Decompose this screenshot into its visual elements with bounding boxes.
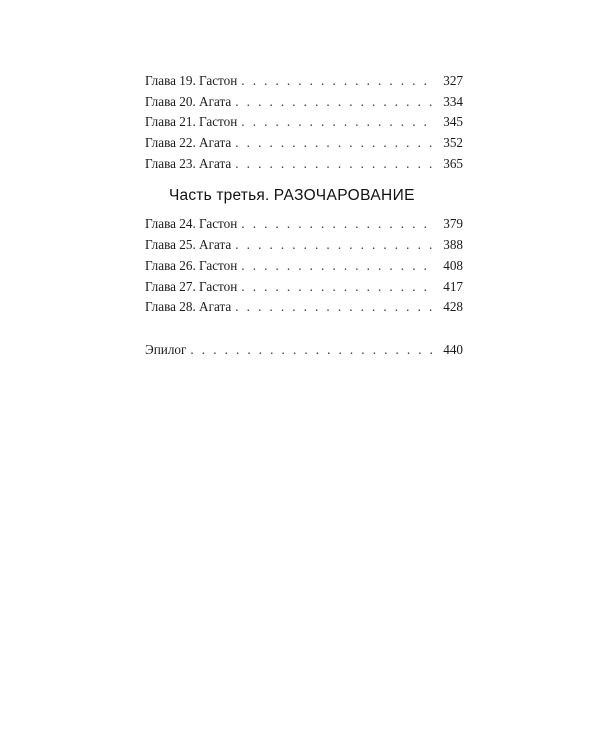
toc-entry-title: Глава 19. Гастон — [145, 73, 238, 88]
toc-entry-chapter-24 — [145, 214, 463, 235]
toc-entry-page: 365 — [443, 155, 463, 171]
dot-leader — [190, 340, 433, 361]
toc-entry-title: Глава 27. Гастон — [145, 278, 238, 294]
toc-entry-page: 428 — [443, 299, 463, 315]
toc-entry-chapter-28 — [145, 297, 463, 318]
toc-entry-title: Глава 23. Агата — [145, 155, 232, 171]
toc-entry-title: Глава 28. Агата — [145, 299, 232, 315]
dot-leader — [241, 71, 433, 92]
section-spacer — [145, 318, 463, 340]
toc-entry-page: 334 — [443, 93, 463, 109]
toc-entry-chapter-19 — [145, 71, 463, 92]
toc-entry-title: Глава 21. Гастон — [145, 114, 238, 130]
dot-leader — [235, 92, 433, 113]
toc-entry-page: 408 — [443, 257, 463, 273]
dot-leader — [241, 277, 433, 298]
toc-entry-page: 345 — [443, 114, 463, 130]
toc-entry-page: 440 — [443, 341, 463, 357]
part-label: Часть третья. — [169, 187, 270, 205]
toc-entry-title: Глава 20. Агата — [145, 93, 232, 109]
toc-entry-title: Глава 26. Гастон — [145, 257, 238, 273]
dot-leader — [241, 214, 433, 235]
dot-leader — [241, 112, 433, 133]
toc-entry-title: Глава 24. Гастон — [145, 216, 238, 232]
toc-entry-page: 352 — [443, 135, 463, 151]
toc-entry-chapter-20 — [145, 92, 463, 113]
toc-entry-chapter-22 — [145, 133, 463, 154]
dot-leader — [235, 154, 433, 175]
toc-entry-page: 379 — [443, 216, 463, 232]
toc-entry-chapter-23 — [145, 154, 463, 175]
toc-entry-title: Глава 22. Агата — [145, 135, 232, 151]
toc-entry-chapter-21 — [145, 112, 463, 133]
toc-entry-page: 417 — [443, 278, 463, 294]
toc-entry-epilogue — [145, 340, 463, 361]
dot-leader — [235, 297, 433, 318]
dot-leader — [241, 256, 433, 277]
toc-entry-page: 388 — [443, 237, 463, 253]
part-heading — [145, 178, 463, 214]
toc-entry-chapter-25 — [145, 235, 463, 256]
toc-entry-title: Глава 25. Агата — [145, 237, 232, 253]
table-of-contents — [145, 71, 463, 361]
dot-leader — [235, 133, 433, 154]
dot-leader — [235, 235, 433, 256]
toc-entry-title: Эпилог — [145, 341, 187, 357]
toc-entry-chapter-27 — [145, 277, 463, 298]
part-title: РАЗОЧАРОВАНИЕ — [273, 187, 415, 205]
toc-entry-page: 327 — [443, 73, 463, 88]
toc-entry-chapter-26 — [145, 256, 463, 277]
